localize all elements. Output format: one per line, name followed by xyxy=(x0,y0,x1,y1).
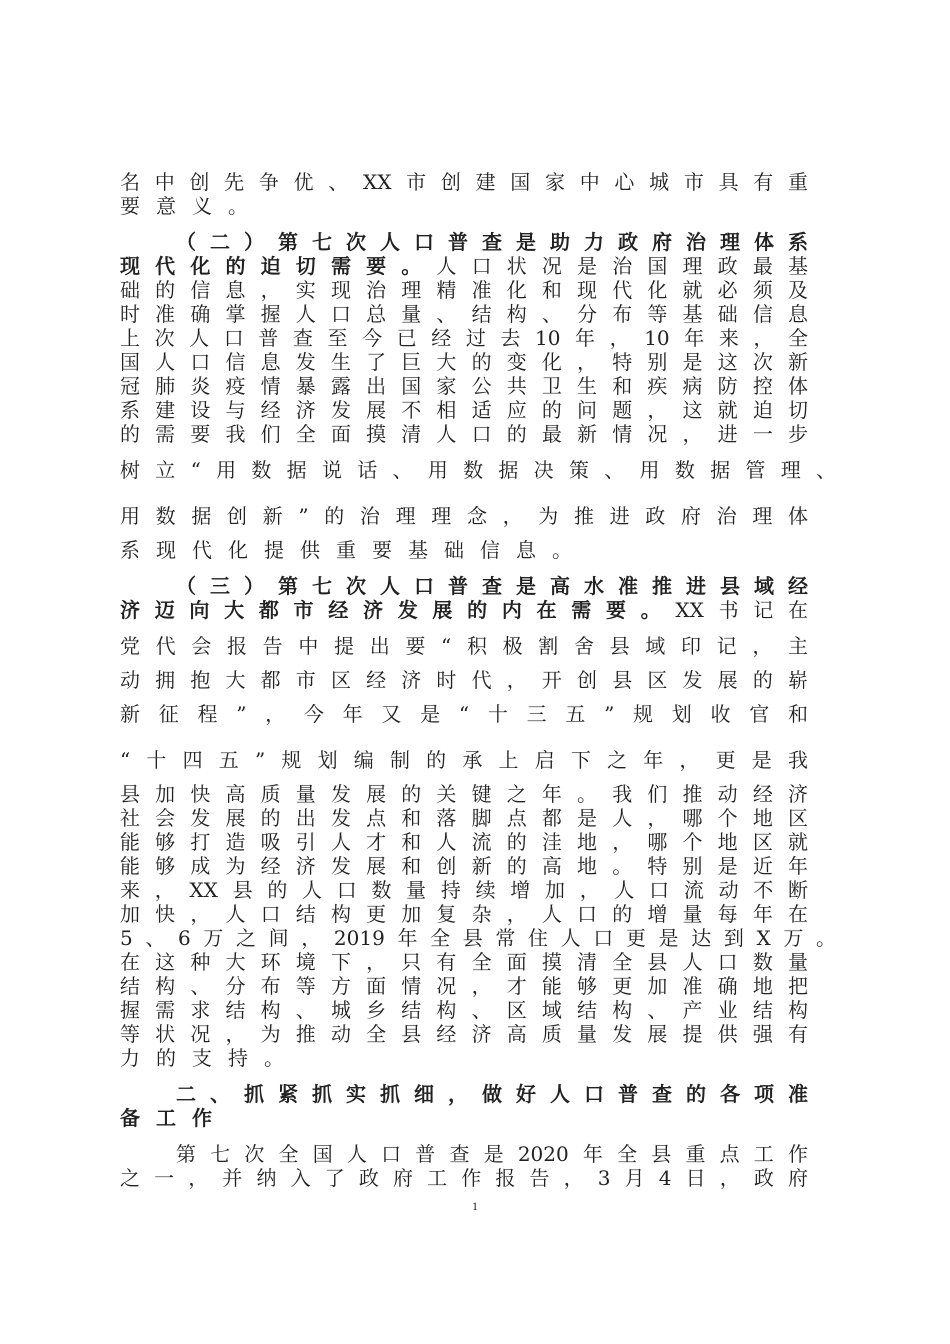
paragraph-line: 动拥抱大都市区经济时代，开创县区发展的崭 xyxy=(120,668,808,692)
paragraph-line: 县加快高质量发展的关键之年。我们推动经济 xyxy=(120,782,808,806)
paragraph-line: 能够打造吸引人才和人流的洼地，哪个地区就 xyxy=(120,830,808,854)
paragraph-line: 树立“用数据说话、用数据决策、用数据管理、 xyxy=(120,458,836,482)
paragraph-line: 力的支持。 xyxy=(120,1046,300,1070)
paragraph-text: 人口状况是治国理政最基 xyxy=(436,254,809,278)
paragraph-line: 能够成为经济发展和创新的高地。特别是近年 xyxy=(120,854,808,878)
paragraph-line: 上次人口普查至今已经过去10年，10年来，全 xyxy=(120,326,808,350)
paragraph-line: 在这种大环境下，只有全面摸清全县人口数量 xyxy=(120,950,808,974)
paragraph-line: 等状况，为推动全县经济高质量发展提供强有 xyxy=(120,1022,808,1046)
paragraph-line: 结构、分布等方面情况，才能够更加准确地把 xyxy=(120,974,808,998)
paragraph-line: 握需求结构、城乡结构、区域结构、产业结构 xyxy=(120,998,808,1022)
section-heading-3: （三）第七次人口普查是高水准推进县域经 xyxy=(176,574,808,598)
paragraph-line: 之一，并纳入了政府工作报告，3月4日，政府 xyxy=(120,1166,808,1190)
paragraph-line: 名中创先争优、XX市创建国家中心城市具有重 xyxy=(120,170,808,194)
paragraph-line: 加快，人口结构更加复杂，人口的增量每年在 xyxy=(120,902,808,926)
paragraph-line: 用数据创新”的治理理念，为推进政府治理体 xyxy=(120,504,808,528)
paragraph-text: XX书记在 xyxy=(675,598,809,622)
section-heading-2-tail: 现代化的迫切需要。 xyxy=(120,254,437,278)
paragraph-line xyxy=(120,254,808,278)
paragraph-line: 第七次全国人口普查是2020年全县重点工作 xyxy=(176,1142,808,1166)
page-number: 1 xyxy=(472,1199,478,1213)
paragraph-line: 的需要我们全面摸清人口的最新情况，进一步 xyxy=(120,422,808,446)
paragraph-line: 础的信息，实现治理精准化和现代化就必须及 xyxy=(120,278,808,302)
paragraph-line: 冠肺炎疫情暴露出国家公共卫生和疾病防控体 xyxy=(120,374,808,398)
chapter-heading: 二、抓紧抓实抓细，做好人口普查的各项准 xyxy=(176,1082,808,1106)
paragraph-line: 时准确掌握人口总量、结构、分布等基础信息 xyxy=(120,302,808,326)
paragraph-line: “十四五”规划编制的承上启下之年，更是我 xyxy=(120,748,808,772)
paragraph-line: 5、6万之间，2019年全县常住人口更是达到X万。 xyxy=(120,926,836,950)
paragraph-line: 社会发展的出发点和落脚点都是人，哪个地区 xyxy=(120,806,808,830)
section-heading-2: （二）第七次人口普查是助力政府治理体系 xyxy=(176,230,808,254)
paragraph-line: 来，XX县的人口数量持续增加，人口流动不断 xyxy=(120,878,808,902)
chapter-heading-tail: 备工作 xyxy=(120,1106,228,1130)
paragraph-line: 系建设与经济发展不相适应的问题，这就迫切 xyxy=(120,398,808,422)
paragraph-line: 新征程”，今年又是“十三五”规划收官和 xyxy=(120,702,808,726)
paragraph-line: 要意义。 xyxy=(120,194,264,218)
section-heading-3-tail: 济迈向大都市经济发展的内在需要。 xyxy=(120,598,676,622)
paragraph-line: 国人口信息发生了巨大的变化，特别是这次新 xyxy=(120,350,808,374)
paragraph-line: 系现代化提供重要基础信息。 xyxy=(120,538,588,562)
paragraph-line: 党代会报告中提出要“积极割舍县域印记，主 xyxy=(120,634,808,658)
paragraph-line xyxy=(120,598,808,622)
